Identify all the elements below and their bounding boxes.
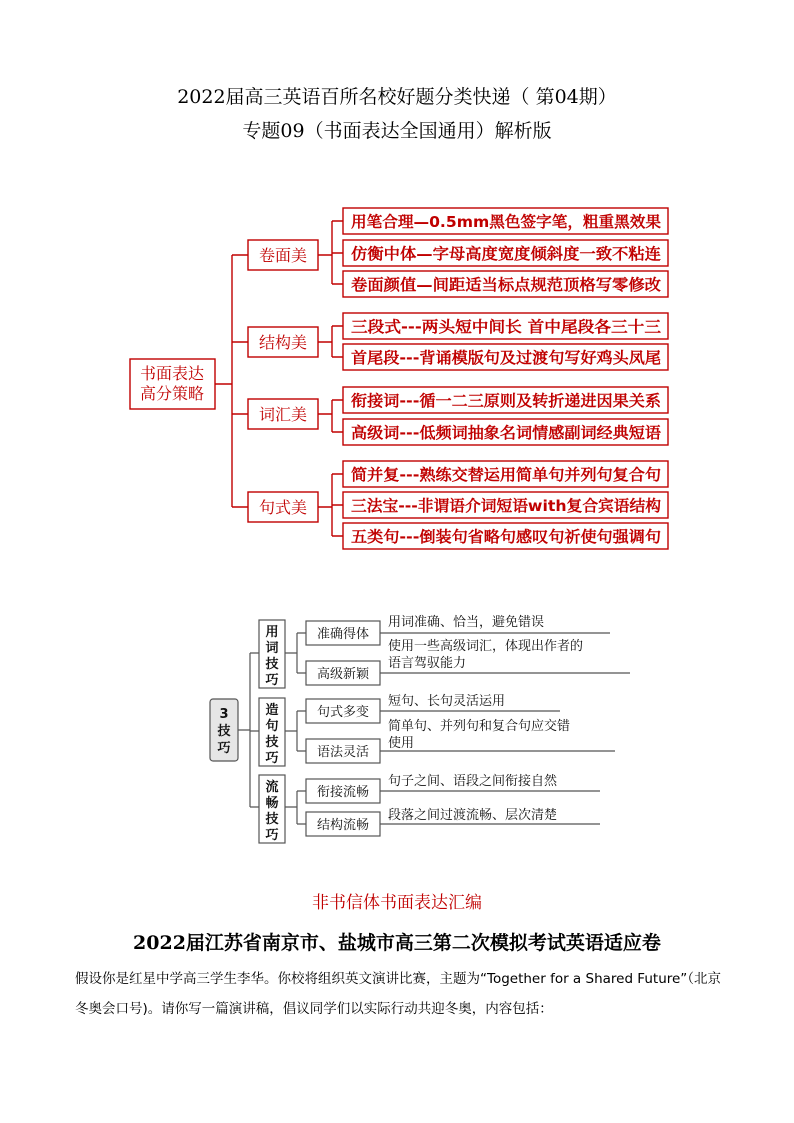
section-title: 非书信体书面表达汇编 xyxy=(312,893,482,913)
sub-label: 语法灵活 xyxy=(316,745,370,760)
group-label: 造 xyxy=(265,703,279,718)
leaf-text: 三法宝---非谓语介词短语with复合宾语结构 xyxy=(351,497,657,515)
group-label: 流 xyxy=(265,780,279,795)
sub-desc: 使用一些高级词汇，体现出作者的 xyxy=(388,639,584,654)
branch-label: 卷面美 xyxy=(258,246,308,265)
sub-desc: 句子之间、语段之间衔接自然 xyxy=(388,774,558,789)
group-label: 技 xyxy=(265,735,279,750)
group-label: 巧 xyxy=(265,673,279,688)
sub-desc: 语言驾驭能力 xyxy=(388,656,467,671)
sub-label: 句式多变 xyxy=(316,705,370,720)
root-label: 技 xyxy=(217,724,231,739)
sub-desc: 简单句、并列句和复合句应交错 xyxy=(388,719,571,734)
sub-label: 结构流畅 xyxy=(316,818,370,833)
leaf-text: 三段式---两头短中间长 首中尾段各三十三 xyxy=(351,318,640,336)
group-label: 用 xyxy=(265,625,279,640)
sub-desc: 短句、长句灵活运用 xyxy=(388,694,506,709)
group-label: 词 xyxy=(265,641,279,656)
branch-label: 句式美 xyxy=(258,498,308,517)
exam-title: 2022届江苏省南京市、盐城市高三第二次模拟考试英语适应卷 xyxy=(133,932,661,954)
group-label: 技 xyxy=(265,657,279,672)
branch-label: 结构美 xyxy=(258,333,308,352)
sub-label: 衔接流畅 xyxy=(316,785,370,800)
leaf-text: 衔接词---循一二三原则及转折递进因果关系 xyxy=(351,392,650,410)
strategy-mindmap xyxy=(0,195,794,555)
sub-desc: 段落之间过渡流畅、层次清楚 xyxy=(388,808,558,823)
prompt-line-2: 冬奥会口号)。请你写一篇演讲稿，倡议同学们以实际行动共迎冬奥，内容包括： xyxy=(75,1001,553,1017)
group-label: 句 xyxy=(265,719,279,734)
leaf-text: 卷面颜值—间距适当标点规范顶格写零修改 xyxy=(351,276,646,294)
root-label: 巧 xyxy=(217,741,231,756)
branch-label: 词汇美 xyxy=(258,405,308,424)
sub-label: 准确得体 xyxy=(316,627,370,642)
leaf-text: 首尾段---背诵模版句及过渡句写好鸡头凤尾 xyxy=(351,349,650,367)
group-label: 技 xyxy=(265,812,279,827)
root-label-line2: 高分策略 xyxy=(139,384,205,403)
document-title: 2022届高三英语百所名校好题分类快递（ 第04期） xyxy=(177,86,617,108)
group-label: 巧 xyxy=(265,751,279,766)
group-label: 巧 xyxy=(265,828,279,843)
techniques-mindmap xyxy=(0,605,794,845)
group-label: 畅 xyxy=(265,796,279,811)
root-label: 3 xyxy=(219,707,229,722)
leaf-text: 高级词---低频词抽象名词情感副词经典短语 xyxy=(351,424,650,442)
leaf-text: 用笔合理—0.5mm黑色签字笔，粗重黑效果 xyxy=(351,213,659,231)
root-label-line1: 书面表达 xyxy=(139,364,205,383)
document-subtitle: 专题09（书面表达全国通用）解析版 xyxy=(242,120,552,142)
sub-label: 高级新颖 xyxy=(316,667,370,682)
prompt-line-1: 假设你是红星中学高三学生李华。你校将组织英文演讲比赛，主题为“Together for a Shared Future”（北京 xyxy=(75,971,722,987)
leaf-text: 五类句---倒装句省略句感叹句祈使句强调句 xyxy=(351,528,650,546)
sub-desc: 用词准确、恰当，避免错误 xyxy=(388,615,545,630)
sub-desc: 使用 xyxy=(388,736,415,751)
leaf-text: 仿衡中体—字母高度宽度倾斜度一致不粘连 xyxy=(351,245,646,263)
leaf-text: 简并复---熟练交替运用简单句并列句复合句 xyxy=(351,466,650,484)
